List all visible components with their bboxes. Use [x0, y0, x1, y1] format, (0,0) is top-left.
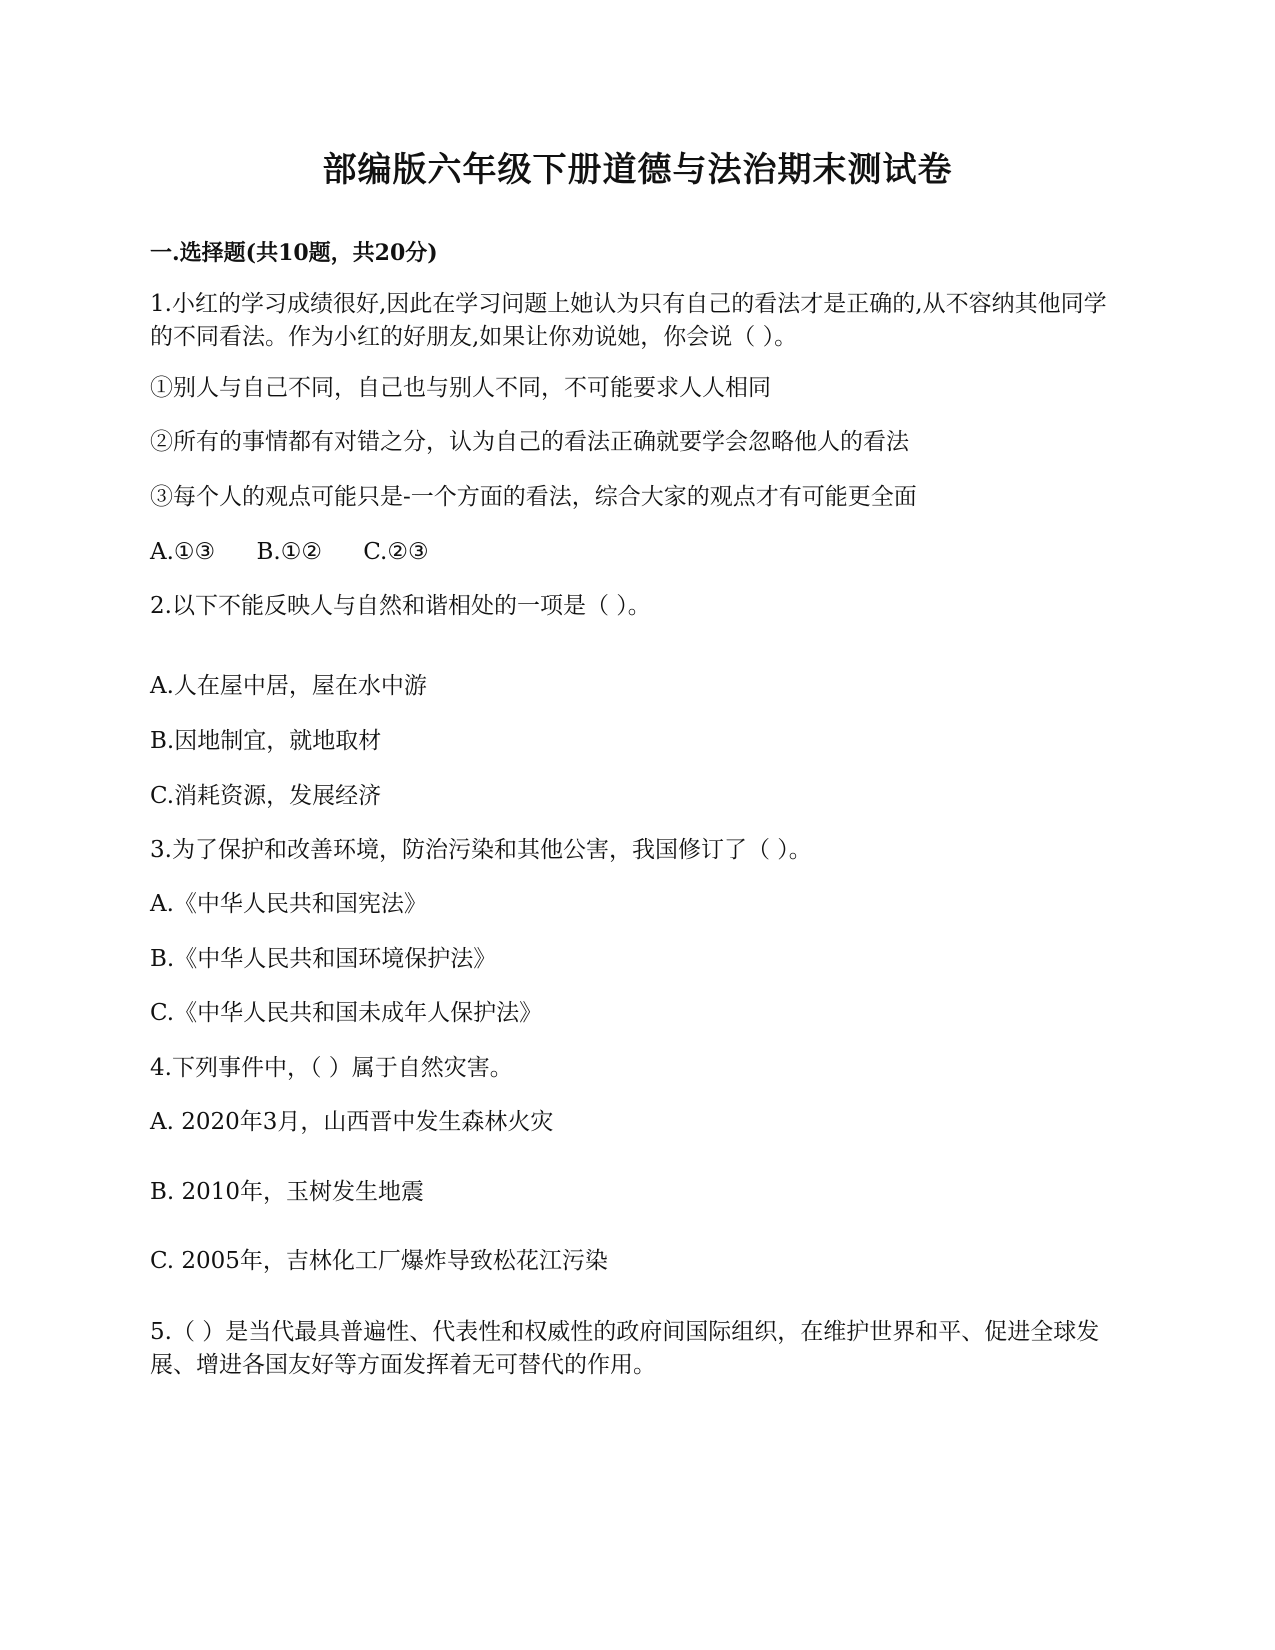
- question-2-stem: 2.以下不能反映人与自然和谐相处的一项是（ ）。: [150, 593, 651, 619]
- question-4-stem: 4.下列事件中，（ ）属于自然灾害。: [150, 1055, 513, 1081]
- question-4-option-b: B. 2010年，玉树发生地震: [150, 1179, 425, 1205]
- question-3-option-b: B.《中华人民共和国环境保护法》: [150, 946, 497, 972]
- question-1-option-a: A.①③: [150, 539, 216, 565]
- question-1-option-b: B.①②: [256, 539, 322, 565]
- question-1-option-c: C.②③: [363, 539, 429, 565]
- question-1-stem: 1.小红的学习成绩很好,因此在学习问题上她认为只有自己的看法才是正确的,从不容纳其他同学的不同看法。作为小红的好朋友,如果让你劝说她，你会说（ ）。: [150, 291, 1107, 350]
- question-4-option-a: A. 2020年3月，山西晋中发生森林火灾: [150, 1109, 554, 1135]
- question-1-statement-2: ②所有的事情都有对错之分，认为自己的看法正确就要学会忽略他人的看法: [150, 429, 909, 455]
- question-3-option-c: C.《中华人民共和国未成年人保护法》: [150, 1000, 543, 1026]
- question-5-stem: 5.（ ）是当代最具普遍性、代表性和权威性的政府间国际组织，在维护世界和平、促进全球发展、增进各国友好等方面发挥着无可替代的作用。: [150, 1319, 1100, 1378]
- question-2-option-a: A.人在屋中居，屋在水中游: [150, 673, 427, 699]
- question-1-options: [150, 536, 1110, 569]
- question-1-statement-1: ①别人与自己不同，自己也与别人不同，不可能要求人人相同: [150, 375, 771, 401]
- question-2-option-c: C.消耗资源，发展经济: [150, 783, 382, 809]
- question-4-option-c: C. 2005年，吉林化工厂爆炸导致松花江污染: [150, 1248, 608, 1274]
- section-heading: 一.选择题(共10题，共20分): [150, 240, 438, 266]
- question-3-stem: 3.为了保护和改善环境，防治污染和其他公害，我国修订了（ ）。: [150, 837, 812, 863]
- question-2-option-b: B.因地制宜，就地取材: [150, 728, 382, 754]
- question-1-statement-3: ③每个人的观点可能只是-一个方面的看法，综合大家的观点才有可能更全面: [150, 484, 917, 510]
- exam-title: 部编版六年级下册道德与法治期末测试卷: [322, 150, 953, 190]
- question-3-option-a: A.《中华人民共和国宪法》: [150, 891, 427, 917]
